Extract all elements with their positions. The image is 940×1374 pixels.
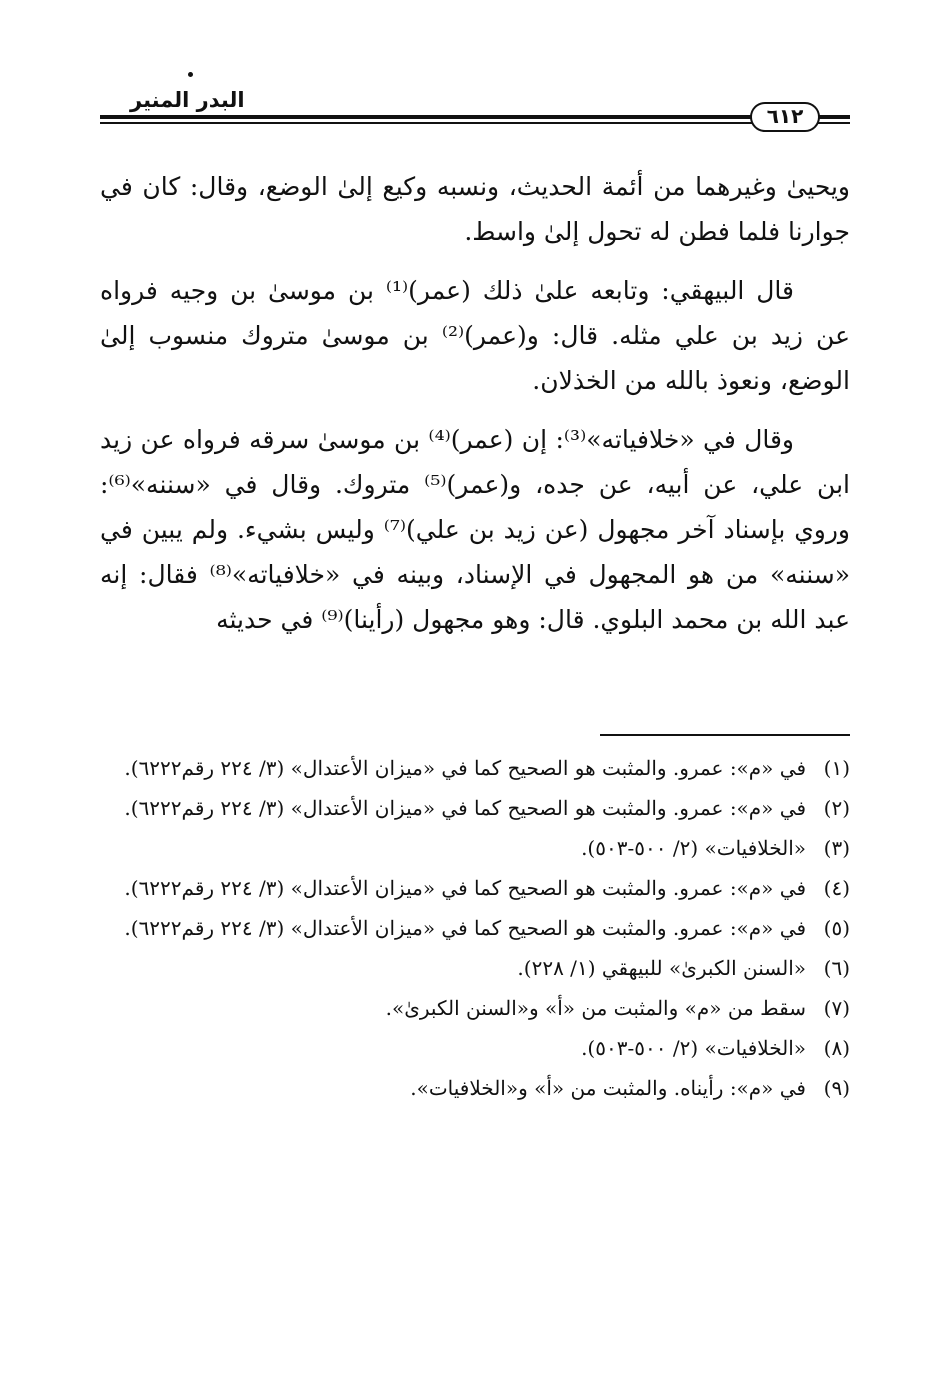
footnote-separator <box>600 734 850 736</box>
book-title: البدر المنير <box>130 88 245 112</box>
header-dot <box>188 72 193 77</box>
footnote-6 <box>100 948 850 988</box>
footnote-number: (٢) <box>823 796 850 820</box>
footnote-text: في «م»: عمرو. والمثبت هو الصحيح كما في «ميزان الأعتدال» (٣/ ٢٢٤ رقم٦٢٢٢). <box>124 876 806 900</box>
footnote-2 <box>100 788 850 828</box>
page-number: ٦١٢ <box>750 102 820 132</box>
footnote-7 <box>100 988 850 1028</box>
paragraph-1: ويحيىٰ وغيرهما من أئمة الحديث، ونسبه وكيع إلىٰ الوضع، وقال: كان في جوارنا فلما فطن له تحول إلىٰ واسط. <box>100 172 850 246</box>
footnote-text: في «م»: عمرو. والمثبت هو الصحيح كما في «ميزان الأعتدال» (٣/ ٢٢٤ رقم٦٢٢٢). <box>124 796 806 820</box>
footnote-text: «السنن الكبرىٰ» للبيهقي (١/ ٢٢٨). <box>517 956 806 980</box>
footnote-1 <box>100 748 850 788</box>
footnote-number: (٦) <box>823 956 850 980</box>
footnote-number: (١) <box>823 756 850 780</box>
footnote-number: (٣) <box>823 836 850 860</box>
footnote-number: (٥) <box>823 916 850 940</box>
footnote-text: «الخلافيات» (٢/ ٥٠٠-٥٠٣). <box>581 836 806 860</box>
header-rule-thick <box>100 115 850 119</box>
footnote-number: (٩) <box>823 1076 850 1100</box>
footnote-9 <box>100 1068 850 1108</box>
footnote-text: «الخلافيات» (٢/ ٥٠٠-٥٠٣). <box>581 1036 806 1060</box>
header-rule-thin <box>100 122 850 124</box>
page-header <box>100 72 850 132</box>
footnote-4 <box>100 868 850 908</box>
paragraph-3: وقال في «خلافياته»⁽³⁾: إن (عمر)⁽⁴⁾ بن موسىٰ سرقه فرواه عن زيد ابن علي، عن أبيه، عن جده، و(عمر)⁽⁵⁾ متروك. وقال في «سننه»⁽⁶⁾: وروي بإسناد آخر مجهول (عن زيد بن علي)⁽⁷⁾ وليس بشيء. ولم يبين في «سننه» من هو المجهول في الإسناد، وبينه في «خلافياته»⁽⁸⁾ فقال: إنه عبد الله بن محمد البلوي. قال: وهو مجهول (رأينا)⁽⁹⁾ في حديثه <box>100 425 850 634</box>
footnote-8 <box>100 1028 850 1068</box>
footnote-number: (٧) <box>823 996 850 1020</box>
footnotes <box>100 748 850 1108</box>
footnote-text: في «م»: عمرو. والمثبت هو الصحيح كما في «ميزان الأعتدال» (٣/ ٢٢٤ رقم٦٢٢٢). <box>124 916 806 940</box>
footnote-number: (٨) <box>823 1036 850 1060</box>
footnote-text: سقط من «م» والمثبت من «أ» و«السنن الكبرىٰ». <box>385 996 806 1020</box>
footnote-3 <box>100 828 850 868</box>
main-text <box>100 164 850 656</box>
paragraph-2: قال البيهقي: وتابعه علىٰ ذلك (عمر)⁽¹⁾ بن موسىٰ بن وجيه فرواه عن زيد بن علي مثله. قال: و(عمر)⁽²⁾ بن موسىٰ متروك منسوب إلىٰ الوضع، ونعوذ بالله من الخذلان. <box>100 276 850 395</box>
footnote-5 <box>100 908 850 948</box>
footnote-text: في «م»: عمرو. والمثبت هو الصحيح كما في «ميزان الأعتدال» (٣/ ٢٢٤ رقم٦٢٢٢). <box>124 756 806 780</box>
footnote-number: (٤) <box>823 876 850 900</box>
footnote-text: في «م»: رأيناه. والمثبت من «أ» و«الخلافيات». <box>410 1076 806 1100</box>
